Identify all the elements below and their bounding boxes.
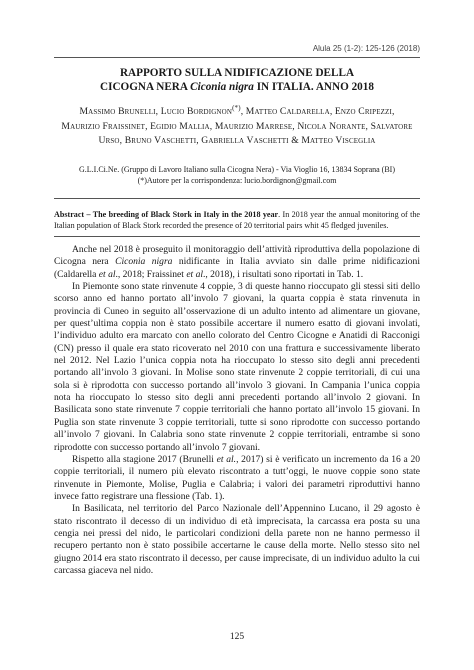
abstract-text: . In 2018 year the annual monitoring of the Italian population of Black Stork recorded the presence of 20 territorial pairs whit 45 fledged juveniles.: [54, 210, 420, 230]
p3-text-b: , 2017) si è verificato un incremento da 16 a 20 coppie territoriali, il numero più elevato riscontrato a tutt’oggi, le nuove coppie sono state rinvenute in Piemonte, Molise, Puglia e Calabria; i valori dei parametri riproduttivi hanno invece fatto registrare una flessione (Tab. 1).: [54, 453, 420, 502]
journal-reference: Alula 25 (1-2): 125-126 (2018): [312, 44, 420, 53]
page-number: 125: [229, 632, 245, 642]
abstract-label: Abstract: [54, 210, 85, 219]
paragraph-1: [54, 244, 420, 281]
abstract-top-rule: [54, 198, 420, 199]
affiliation-contact: (*)Autore per la corrispondenza: lucio.bordignon@gmail.com: [137, 176, 337, 185]
title-line-2: [54, 80, 420, 94]
authors-line-3: Urso, Bruno Vaschetti, Gabriella Vaschetti & Matteo Visceglia: [98, 135, 376, 147]
p1-text-c: ., 2018; Fraissinet: [115, 268, 187, 280]
abstract-dash: –: [84, 210, 93, 219]
paragraph-3: [54, 454, 420, 503]
p1-text-a: Anche nel 2018 è proseguito il monitoraggio dell’attività riproduttiva della popolazione di Cicogna nera: [54, 244, 420, 268]
p3-text-a: Rispetto alla stagione 2017 (Brunelli: [72, 453, 217, 465]
p3-etal: et al.: [216, 453, 237, 465]
p1-text-b: nidificante in Italia avviato sin dalle prime nidificazioni (Caldarella: [54, 256, 420, 280]
affiliation: [54, 164, 420, 186]
title-post: IN ITALIA. ANNO 2018: [253, 81, 374, 93]
article-body: [54, 244, 420, 577]
corresponding-mark: (*): [232, 104, 241, 112]
authors-part-2: , Matteo Caldarella, Enzo Cripezzi,: [240, 106, 395, 118]
authors-part-1: Massimo Brunelli, Lucio Bordignon: [79, 106, 233, 118]
abstract-heading: The breeding of Black Stork in Italy in the 2018 year: [92, 210, 279, 219]
p1-etal-2: et al: [186, 268, 204, 280]
p1-etal-1: et al: [98, 268, 116, 280]
title-species: Ciconia nigra: [190, 81, 254, 93]
header-rule: [54, 57, 420, 58]
p1-text-d: ., 2018), i risultati sono riportati in Tab. 1.: [203, 268, 364, 280]
authors-line-1: [54, 101, 420, 120]
affiliation-address: G.L.I.Ci.Ne. (Gruppo di Lavoro Italiano sulla Cicogna Nera) - Via Vioglio 16, 13834 Soprana (BI): [78, 165, 395, 174]
paragraph-2: In Piemonte sono state rinvenute 4 coppie, 3 di queste hanno rioccupato gli stessi siti dello scorso anno ed hanno portato all’involo 7 giovani, la quarta coppia è stata rinvenuta in provincia di Cuneo in seguito all’osservazione di un adulto intento ad alimentare un giovane, per quest’ultima coppia non è stato possibile accertare il numero esatto di giovani involati, l’individuo adulto era marcato con anello colorato del Centro Cicogne e Anatidi di Racconigi (CN) presso il quale era stato ricoverato nel 2010 con una frattura e successivamente liberato nel 2012. Nel Lazio l’unica coppia nota ha rioccupato lo stesso sito degli anni precedenti portando all’involo 3 giovani. In Molise sono state rinvenute 2 coppie territoriali, di cui una sola si è riprodotta con successo portando all’involo 3 giovani. In Campania l’unica coppia nota ha rioccupato lo stesso sito degli anni precedenti portando all’involo 2 giovani. In Basilicata sono state rinvenute 7 coppie territoriali che hanno portato all’involo 15 giovani. In Puglia son state rinvenute 3 coppie territoriali, tutte si sono riprodotte con successo portando all’involo 7 giovani. In Calabria sono state rinvenute 2 coppie territoriali, entrambe si sono riprodotte con successo portando all’involo 7 giovani.: [54, 281, 420, 453]
p1-species: Ciconia nigra: [115, 256, 173, 268]
article-title: [54, 66, 420, 94]
paragraph-4: In Basilicata, nel territorio del Parco Nazionale dell’Appennino Lucano, il 29 agosto è stato riscontrato il decesso di un individuo di età imprecisata, la carcassa era posta su una cengia nei pressi del nido, le particolari condizioni della parete non ne hanno permesso il recupero pertanto non è stato possibile accertarne le cause della morte. Nello stesso sito nel giugno 2014 era stato riscontrato il decesso, per cause imprecisate, di un individuo adulto la cui carcassa giaceva nel nido.: [54, 503, 420, 576]
authors-line-2: Maurizio Fraissinet, Egidio Mallia, Maurizio Marrese, Nicola Norante, Salvatore: [61, 120, 413, 132]
author-list: [54, 101, 420, 149]
title-line-1: RAPPORTO SULLA NIDIFICAZIONE DELLA: [119, 67, 355, 79]
title-pre: CICOGNA NERA: [100, 81, 191, 93]
abstract: [54, 209, 420, 231]
abstract-bottom-rule: [54, 236, 420, 237]
